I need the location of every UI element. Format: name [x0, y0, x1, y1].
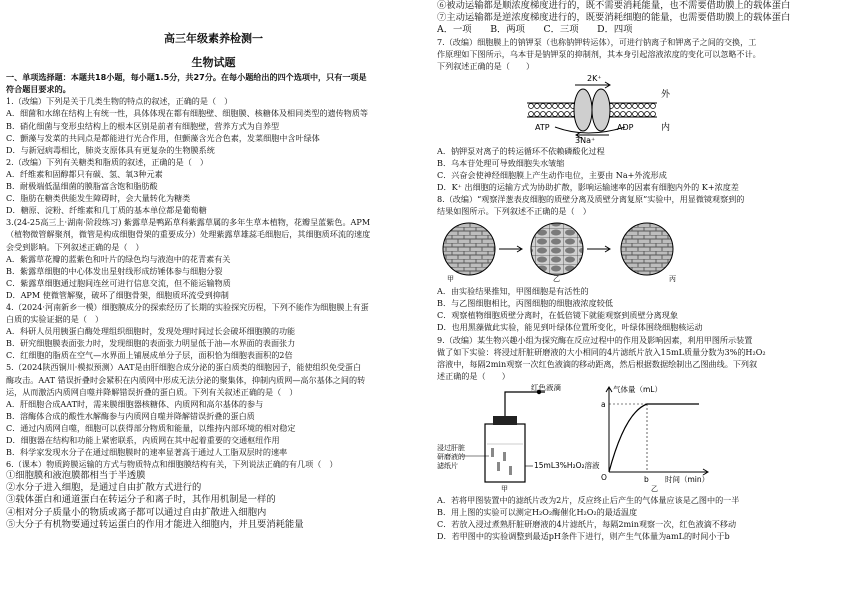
y-axis-label: 气体量（mL） — [613, 384, 662, 394]
text-line: B．紫露草细胞的中心体发出星射线形成纺锤体参与细胞分裂 — [6, 265, 223, 276]
text-line: A．科研人员用胰蛋白酶处理组织细胞时，发现处理时间过长会破坏细胞膜的功能 — [6, 326, 296, 337]
b-mark: b — [644, 474, 649, 484]
text-line: C．观察植物细胞质壁分离时，在低倍镜下就能观察到质壁分离现象 — [437, 310, 678, 321]
text-line: C．若放入浸过煮熟肝脏研磨液的4片滤纸片，每隔2min观察一次，红色液滴不移动 — [437, 519, 737, 530]
text-line: 5.（2024陕西铜川·模拟预测）AAT是由肝细胞合成分泌的蛋白质类的细胞因子，能使组织免受蛋白 — [6, 362, 362, 373]
text-line: 作原理如下图所示，乌本苷是钠钾泵的抑制剂，其本身引起溶液浓度的变化可以忽略不计。 — [437, 49, 761, 60]
text-line: ⑤大分子有机物要通过转运蛋白的作用才能进入细胞内，并且要消耗能量 — [6, 518, 304, 530]
right-column — [437, 0, 852, 542]
gas-curve — [609, 404, 699, 472]
text-line: 3.(24-25高三上·湖南·阶段练习) 紫露草是鸭跖草科紫露草属的多年生草本植物，花瓣呈蓝紫色。APM — [6, 217, 371, 228]
na-ion-label: 3Na⁺ — [575, 135, 596, 143]
text-line: A．钠钾泵对离子的转运循环不依赖磷酸化过程 — [437, 145, 605, 156]
text-line: 下列叙述正确的是（ ） — [437, 61, 535, 72]
text-line: 7.（改编）细胞膜上的钠钾泵（也称钠钾转运体），可进行钠离子和钾离子之间的交换，工 — [437, 37, 757, 48]
text-line: （植物微管解聚剂，微管是构成细胞骨架的重要成分）处理紫露草雄蕊毛细胞后，其细胞质环流的速度 — [6, 229, 371, 240]
graph-label: 乙 — [651, 484, 658, 492]
text-line: 结果如图所示。下列叙述不正确的是（ ） — [437, 206, 591, 217]
text-line: D．若甲图中的实验调整到最适pH条件下进行，则产生气体量为amL的时间小于b — [437, 531, 730, 542]
text-line: 符合题目要求的。 — [6, 84, 71, 95]
filter-label-2: 研磨液的 — [437, 452, 465, 461]
text-line: C．颤藻与发菜的共同点是都能进行光合作用，但颤藻含光合色素，发菜细胞中含叶绿体 — [6, 132, 320, 143]
text-line: B．用上图的实验可以测定H₂O₂酶催化H₂O₂的最适温度 — [437, 506, 638, 517]
outside-label: 外 — [661, 89, 671, 100]
solution-label: 15mL3%H₂O₂溶液 — [534, 460, 600, 470]
text-line: ⑦主动运输都是逆浓度梯度进行的，既要消耗细胞的能量，也需要借助膜上的载体蛋白 — [437, 12, 791, 24]
text-line: B．与乙图细胞相比，丙图细胞的细胞液浓度较低 — [437, 298, 613, 309]
text-line: 4.（2024·河南新乡一模）细胞膜成分的探索经历了长期的实验探究历程，下列不能作为细胞膜上有蛋 — [6, 301, 369, 312]
a-mark: a — [601, 399, 606, 409]
micrograph-label-a: 甲 — [447, 275, 454, 284]
text-line: C．通过内质网自噬，细胞可以获得部分物质和能量，以维持内部环境的相对稳定 — [6, 422, 296, 433]
text-line: ②水分子进入细胞，是通过自由扩散方式进行的 — [6, 482, 202, 494]
left-column — [6, 0, 421, 531]
q7-figure — [437, 75, 852, 143]
text-line: 述正确的是（ ） — [437, 370, 510, 381]
apparatus-label: 甲 — [501, 484, 508, 492]
subject-title: 生物试题 — [191, 56, 236, 70]
text-line: D．APM 使微管解聚，破坏了细胞骨架，细胞质环流受到抑制 — [6, 289, 229, 300]
text-line: A．紫露草花瓣的蓝紫色和叶片的绿色均与液泡中的花青素有关 — [6, 253, 231, 264]
text-line: 1.（改编）下列是关于几类生物的特点的叙述，正确的是（ ） — [6, 96, 233, 107]
text-line: 酶攻击。AAT 错误折叠时会紧积在内质网中形成无法分泌的聚集体，抑制内质网—高尔基体之间的转 — [6, 374, 366, 385]
text-line: 9.（改编）某生物兴趣小组为探究酶在反应过程中的作用及影响因素，利用甲图所示装置 — [437, 334, 753, 345]
inside-label: 内 — [661, 122, 671, 133]
text-line: B．溶酶体合成的酸性水解酶参与内质网自噬并降解错误折叠的蛋白质 — [6, 410, 255, 421]
text-line: ③载体蛋白和通道蛋白在转运分子和离子时，其作用机制是一样的 — [6, 494, 276, 506]
text-line: D．糖原、淀粉、纤维素和几丁质的基本单位都是葡萄糖 — [6, 205, 207, 216]
q9-figure — [437, 384, 852, 492]
text-line: 6.（课本）物质跨膜运输的方式与物质特点和细胞膜结构有关，下列说法正确的有几项（ ） — [6, 459, 338, 470]
text-line: ⑥被动运输都是顺浓度梯度进行的，既不需要消耗能量，也不需要借助膜上的载体蛋白 — [437, 0, 791, 11]
micrograph-label-b: 乙 — [553, 275, 560, 284]
adp-label: ADP — [617, 122, 634, 132]
text-line: 8.（改编）“观察洋葱表皮细胞的质壁分离及质壁分离复原”实验中，用显微镜观察到的 — [437, 193, 745, 204]
text-line: A．由实验结果推知，甲图细胞是有活性的 — [437, 286, 589, 297]
filter-label-1: 浸过肝脏 — [437, 443, 465, 452]
text-line: 白质的实验证据的是（ ） — [6, 314, 104, 325]
text-line: D．K⁺ 出细胞的运输方式为协助扩散，影响运输速率的因素有细胞内外的 K+浓度差 — [437, 181, 739, 192]
micrograph-label-c: 丙 — [669, 275, 676, 284]
text-line: A．肝细胞合成AAT时，需来膜细胞器核糖体、内质网和高尔基体的参与 — [6, 398, 264, 409]
text-line: C．紫露草细胞通过胞间连丝可进行信息交流，但不能运输物质 — [6, 277, 231, 288]
x-axis-label: 时间（min） — [665, 474, 710, 484]
sodium-potassium-pump-diagram — [437, 75, 852, 143]
filter-label-3: 滤纸片 — [437, 461, 458, 470]
text-line: B．硝化细菌与变形虫结构上的根本区别是前者有细胞壁，营养方式为自养型 — [6, 120, 280, 131]
text-line: C．兴奋会使神经细胞膜上产生动作电位，主要由 Na+外流形成 — [437, 169, 667, 180]
text-line: ④相对分子质量小的物质或离子都可以通过自由扩散进入细胞内 — [6, 506, 267, 518]
left-question-list — [6, 71, 421, 531]
atp-label: ATP — [535, 122, 550, 132]
text-line: 会受到影响。下列叙述正确的是（ ） — [6, 241, 144, 252]
text-line: 2.（改编）下列有关糖类和脂质的叙述，正确的是（ ） — [6, 156, 208, 167]
q8-options-q9-text — [437, 285, 852, 382]
text-line: 做了如下实验：将浸过肝脏研磨液的大小相同的4片滤纸片放入15mL质量分数为3%的H₂O₂ — [437, 346, 766, 357]
q7-options-q8-text — [437, 145, 852, 218]
text-line: C．脂肪在糖类供能发生障碍时，会大量转化为糖类 — [6, 193, 191, 204]
text-line: B．研究细胞膜表面张力时，发现细胞的表面张力明显低于油—水界面的表面张力 — [6, 338, 296, 349]
text-line: 溶液中，每隔2min观察一次红色液滴的移动距离，然后根据数据绘制出乙图曲线。下列叙 — [437, 358, 758, 369]
origin-mark: O — [601, 472, 607, 482]
red-drop-label: 红色液滴 — [531, 383, 561, 392]
enzyme-experiment-diagram — [437, 384, 852, 492]
plasmolysis-micrographs — [437, 219, 852, 283]
text-line: A．若将甲图装置中的滤纸片改为2片，反应终止后产生的气体量应该是乙图中的一半 — [437, 494, 740, 505]
text-line: B．科学家发现水分子在通过细胞膜时的速率显著高于通过人工脂双层时的速率 — [6, 447, 288, 458]
q6-q7-text — [437, 0, 852, 73]
text-line: 一、单项选择题：本题共18小题，每小题1.5分，共27分。在每小题给出的四个选项中，只有一项是 — [6, 72, 367, 83]
q8-figure — [437, 219, 852, 283]
text-line: B．耐极端低温细菌的膜脂富含饱和脂肪酸 — [6, 181, 158, 192]
text-line: A．细菌和水绵在结构上有统一性，具体体现在都有细胞壁、细胞膜、核糖体及相同类型的遗传物质等 — [6, 108, 368, 119]
text-line: ①细胞膜和液泡膜都相当于半透膜 — [6, 470, 146, 482]
text-line: D．细胞器在结构和功能上紧密联系，内质网在其中起着重要的交通枢纽作用 — [6, 435, 280, 445]
text-line: B．乌本苷处理可导致细胞失水皱缩 — [437, 157, 565, 168]
text-line: A．一项 B．两项 C．三项 D．四项 — [437, 24, 633, 36]
text-line: D．与新冠病毒相比，肺炎支原体具有更复杂的生物膜系统 — [6, 144, 215, 155]
q9-options — [437, 494, 852, 542]
text-line: 运，从而激活内质网自噬并降解错误折叠的蛋白质。下列有关叙述正确的是（ ） — [6, 386, 298, 397]
text-line: C．红细胞的脂质在空气—水界面上铺展成单分子层，面积恰为细胞表面积的2倍 — [6, 350, 293, 361]
text-line: D．也用黑藻做此实验，能见到叶绿体位置所变化，叶绿体围绕细胞核运动 — [437, 322, 703, 333]
text-line: A．纤维素和固醇都只有碳、氢、氧3种元素 — [6, 168, 163, 179]
k-ion-label: 2K⁺ — [587, 74, 602, 83]
exam-title: 高三年级素养检测一 — [164, 32, 263, 45]
